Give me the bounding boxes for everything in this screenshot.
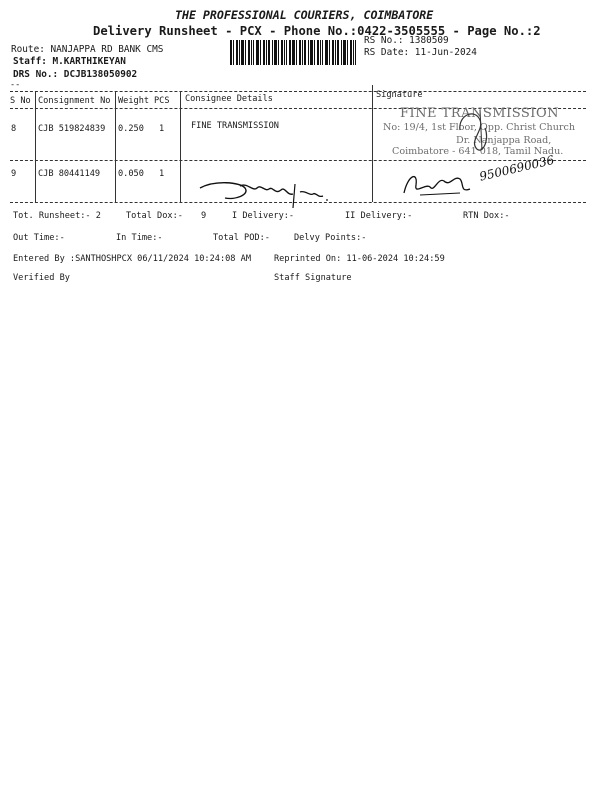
table-row-consignment: CJB 80441149 bbox=[38, 169, 101, 179]
staff-line: Staff: M.KARTHIKEYAN bbox=[13, 56, 126, 67]
table-row-weight: 0.250 bbox=[118, 124, 144, 134]
table-row-pcs: 1 bbox=[159, 124, 165, 134]
table-row-sno: 9 bbox=[11, 169, 17, 179]
ii-delivery: II Delivery:- bbox=[345, 211, 413, 221]
col-header-consignee: Consignee Details bbox=[185, 94, 273, 104]
col-divider bbox=[372, 85, 373, 202]
reprinted-on: Reprinted On: 11-06-2024 10:24:59 bbox=[274, 254, 445, 264]
delvy-points: Delvy Points:- bbox=[294, 233, 367, 243]
col-header-weight: Weight bbox=[118, 96, 150, 106]
stamp-address-line: Coimbatore - 641 018, Tamil Nadu. bbox=[392, 146, 564, 157]
company-name: THE PROFESSIONAL COURIERS, COIMBATORE bbox=[175, 8, 434, 22]
rtn-dox: RTN Dox:- bbox=[463, 211, 510, 221]
col-divider bbox=[180, 91, 181, 202]
col-divider bbox=[115, 91, 116, 202]
total-dox-value: 9 bbox=[201, 211, 207, 221]
receiver-signature bbox=[195, 170, 335, 212]
top-marks: -- bbox=[10, 80, 21, 90]
table-row-pcs: 1 bbox=[159, 169, 165, 179]
col-header-sno: S No bbox=[10, 96, 31, 106]
stamp-address-line: Dr. Nanjappa Road, bbox=[456, 135, 552, 146]
col-header-signature: Signature bbox=[376, 90, 423, 100]
table-row-consignee: FINE TRANSMISSION bbox=[191, 121, 279, 131]
rs-number: RS No.: 1380509 bbox=[364, 35, 449, 46]
tot-runsheet: Tot. Runsheet:- 2 bbox=[13, 211, 101, 221]
handwritten-phone: 9500690036 bbox=[478, 152, 556, 184]
table-row-sno: 8 bbox=[11, 124, 17, 134]
total-dox-label: Total Dox:- bbox=[126, 211, 183, 221]
table-top-rule bbox=[10, 91, 586, 92]
runsheet-title: Delivery Runsheet - PCX - Phone No.:0422-3505555 - Page No.:2 bbox=[93, 24, 541, 38]
rs-date: RS Date: 11-Jun-2024 bbox=[364, 47, 477, 58]
table-row-weight: 0.050 bbox=[118, 169, 144, 179]
entered-by: Entered By :SANTHOSHPCX 06/11/2024 10:24:08 AM bbox=[13, 254, 251, 264]
barcode bbox=[230, 40, 356, 65]
drs-number: DRS No.: DCJB138050902 bbox=[13, 69, 138, 80]
col-divider bbox=[35, 91, 36, 202]
row-divider bbox=[10, 160, 586, 161]
out-time: Out Time:- bbox=[13, 233, 65, 243]
col-header-pcs: PCS bbox=[154, 96, 170, 106]
col-header-consignment: Consignment No bbox=[38, 96, 111, 106]
i-delivery: I Delivery:- bbox=[232, 211, 295, 221]
stamp-company-name: FINE TRANSMISSION bbox=[400, 106, 559, 121]
table-row-consignment: CJB 519824839 bbox=[38, 124, 106, 134]
total-pod: Total POD:- bbox=[213, 233, 270, 243]
stamp-signature-scribble bbox=[440, 100, 520, 160]
verified-by: Verified By bbox=[13, 273, 70, 283]
stamp-address-line: No: 19/4, 1st Floor, Opp. Christ Church bbox=[383, 122, 576, 133]
signature-scribble bbox=[400, 165, 480, 201]
route-line: Route: NANJAPPA RD BANK CMS bbox=[11, 44, 164, 55]
staff-signature: Staff Signature bbox=[274, 273, 352, 283]
in-time: In Time:- bbox=[116, 233, 163, 243]
